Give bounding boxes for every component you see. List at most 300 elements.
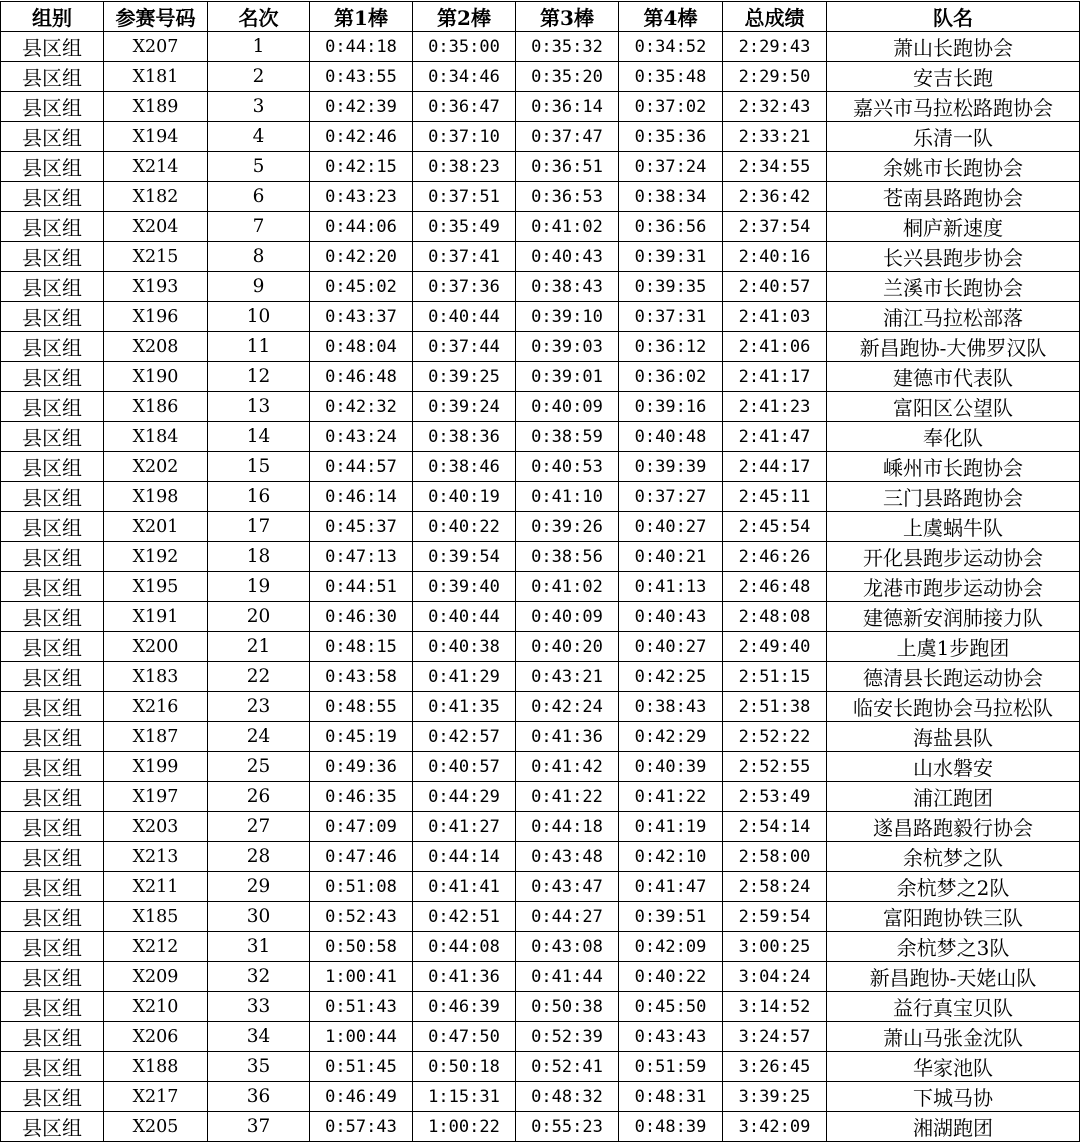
leg-3-cell: 0:41:10 [516,482,619,512]
leg-4-cell: 0:34:52 [619,32,723,62]
group-cell: 县区组 [1,32,104,62]
group-cell: 县区组 [1,452,104,482]
table-row [1,662,1080,692]
total-cell: 2:51:38 [723,692,827,722]
table-row [1,1112,1080,1142]
leg-3-cell: 0:38:59 [516,422,619,452]
total-cell: 3:26:45 [723,1052,827,1082]
rank-cell: 3 [208,92,310,122]
total-cell: 2:54:14 [723,812,827,842]
leg-4-cell: 0:37:02 [619,92,723,122]
bib-cell: X188 [104,1052,208,1082]
leg-2-cell: 0:41:35 [413,692,516,722]
group-cell: 县区组 [1,1022,104,1052]
leg-2-cell: 0:40:57 [413,752,516,782]
total-cell: 2:41:47 [723,422,827,452]
leg-2-cell: 0:44:29 [413,782,516,812]
total-cell: 2:37:54 [723,212,827,242]
group-cell: 县区组 [1,992,104,1022]
bib-cell: X195 [104,572,208,602]
leg-4-cell: 0:40:43 [619,602,723,632]
leg-4-cell: 0:40:21 [619,542,723,572]
table-row [1,692,1080,722]
total-cell: 2:52:55 [723,752,827,782]
team-cell: 浦江马拉松部落 [827,302,1080,332]
team-cell: 奉化队 [827,422,1080,452]
leg-2-cell: 0:42:51 [413,902,516,932]
leg-1-cell: 0:50:58 [310,932,413,962]
group-cell: 县区组 [1,962,104,992]
leg-1-cell: 0:46:35 [310,782,413,812]
bib-cell: X212 [104,932,208,962]
table-row [1,842,1080,872]
leg-1-cell: 0:43:58 [310,662,413,692]
header-leg-4: 第4棒 [619,2,723,32]
team-cell: 新昌跑协-天姥山队 [827,962,1080,992]
bib-cell: X209 [104,962,208,992]
leg-2-cell: 0:37:36 [413,272,516,302]
leg-3-cell: 0:40:53 [516,452,619,482]
team-cell: 新昌跑协-大佛罗汉队 [827,332,1080,362]
rank-cell: 4 [208,122,310,152]
leg-1-cell: 0:45:37 [310,512,413,542]
team-cell: 余杭梦之3队 [827,932,1080,962]
group-cell: 县区组 [1,872,104,902]
bib-cell: X199 [104,752,208,782]
team-cell: 益行真宝贝队 [827,992,1080,1022]
leg-3-cell: 0:40:20 [516,632,619,662]
total-cell: 3:00:25 [723,932,827,962]
bib-cell: X205 [104,1112,208,1142]
team-cell: 龙港市跑步运动协会 [827,572,1080,602]
rank-cell: 31 [208,932,310,962]
rank-cell: 19 [208,572,310,602]
group-cell: 县区组 [1,512,104,542]
rank-cell: 34 [208,1022,310,1052]
total-cell: 2:51:15 [723,662,827,692]
table-row [1,332,1080,362]
leg-2-cell: 0:41:36 [413,962,516,992]
group-cell: 县区组 [1,542,104,572]
leg-1-cell: 0:45:02 [310,272,413,302]
bib-cell: X181 [104,62,208,92]
table-row [1,1082,1080,1112]
leg-2-cell: 0:38:23 [413,152,516,182]
team-cell: 建德新安润肺接力队 [827,602,1080,632]
table-row [1,242,1080,272]
bib-cell: X213 [104,842,208,872]
table-row [1,272,1080,302]
total-cell: 2:58:24 [723,872,827,902]
leg-1-cell: 0:48:15 [310,632,413,662]
leg-4-cell: 0:40:48 [619,422,723,452]
leg-3-cell: 0:35:20 [516,62,619,92]
team-cell: 浦江跑团 [827,782,1080,812]
total-cell: 2:41:17 [723,362,827,392]
leg-1-cell: 0:49:36 [310,752,413,782]
leg-3-cell: 0:36:14 [516,92,619,122]
leg-3-cell: 0:40:09 [516,602,619,632]
group-cell: 县区组 [1,392,104,422]
team-cell: 开化县跑步运动协会 [827,542,1080,572]
total-cell: 3:04:24 [723,962,827,992]
leg-3-cell: 0:50:38 [516,992,619,1022]
team-cell: 余姚市长跑协会 [827,152,1080,182]
bib-cell: X186 [104,392,208,422]
leg-2-cell: 0:39:24 [413,392,516,422]
team-cell: 嘉兴市马拉松路跑协会 [827,92,1080,122]
table-row [1,782,1080,812]
leg-3-cell: 0:55:23 [516,1112,619,1142]
group-cell: 县区组 [1,92,104,122]
leg-4-cell: 0:51:59 [619,1052,723,1082]
leg-2-cell: 0:37:10 [413,122,516,152]
total-cell: 2:48:08 [723,602,827,632]
group-cell: 县区组 [1,422,104,452]
total-cell: 2:36:42 [723,182,827,212]
rank-cell: 27 [208,812,310,842]
leg-4-cell: 0:37:24 [619,152,723,182]
leg-3-cell: 0:37:47 [516,122,619,152]
total-cell: 3:14:52 [723,992,827,1022]
bib-cell: X190 [104,362,208,392]
header-total: 总成绩 [723,2,827,32]
header-bib: 参赛号码 [104,2,208,32]
leg-2-cell: 1:00:22 [413,1112,516,1142]
team-cell: 嵊州市长跑协会 [827,452,1080,482]
leg-2-cell: 0:39:25 [413,362,516,392]
table-row [1,1052,1080,1082]
leg-1-cell: 0:42:20 [310,242,413,272]
group-cell: 县区组 [1,62,104,92]
leg-4-cell: 0:38:43 [619,692,723,722]
table-row [1,872,1080,902]
rank-cell: 5 [208,152,310,182]
group-cell: 县区组 [1,182,104,212]
table-row [1,752,1080,782]
leg-4-cell: 0:39:35 [619,272,723,302]
leg-1-cell: 0:42:32 [310,392,413,422]
leg-3-cell: 0:41:02 [516,212,619,242]
bib-cell: X184 [104,422,208,452]
team-cell: 山水磐安 [827,752,1080,782]
leg-2-cell: 0:40:38 [413,632,516,662]
rank-cell: 22 [208,662,310,692]
leg-1-cell: 0:48:04 [310,332,413,362]
rank-cell: 37 [208,1112,310,1142]
leg-3-cell: 0:39:10 [516,302,619,332]
leg-1-cell: 0:45:19 [310,722,413,752]
table-row [1,212,1080,242]
leg-2-cell: 0:34:46 [413,62,516,92]
leg-4-cell: 0:36:12 [619,332,723,362]
leg-1-cell: 0:42:39 [310,92,413,122]
group-cell: 县区组 [1,662,104,692]
total-cell: 2:52:22 [723,722,827,752]
leg-1-cell: 0:46:14 [310,482,413,512]
leg-1-cell: 1:00:44 [310,1022,413,1052]
leg-2-cell: 0:40:44 [413,602,516,632]
bib-cell: X208 [104,332,208,362]
table-row [1,482,1080,512]
table-body [1,32,1080,1142]
leg-3-cell: 0:41:36 [516,722,619,752]
bib-cell: X203 [104,812,208,842]
group-cell: 县区组 [1,152,104,182]
leg-4-cell: 0:39:51 [619,902,723,932]
header-group: 组别 [1,2,104,32]
leg-2-cell: 0:44:14 [413,842,516,872]
rank-cell: 28 [208,842,310,872]
total-cell: 2:41:06 [723,332,827,362]
total-cell: 2:33:21 [723,122,827,152]
leg-1-cell: 0:46:48 [310,362,413,392]
total-cell: 2:45:54 [723,512,827,542]
leg-3-cell: 0:41:22 [516,782,619,812]
leg-2-cell: 0:41:41 [413,872,516,902]
leg-1-cell: 0:44:57 [310,452,413,482]
total-cell: 2:29:43 [723,32,827,62]
leg-3-cell: 0:41:42 [516,752,619,782]
leg-1-cell: 0:48:55 [310,692,413,722]
team-cell: 苍南县路跑协会 [827,182,1080,212]
leg-1-cell: 0:43:37 [310,302,413,332]
team-cell: 遂昌路跑毅行协会 [827,812,1080,842]
leg-4-cell: 0:42:25 [619,662,723,692]
leg-2-cell: 0:38:46 [413,452,516,482]
leg-3-cell: 0:43:08 [516,932,619,962]
leg-4-cell: 0:37:27 [619,482,723,512]
team-cell: 富阳区公望队 [827,392,1080,422]
group-cell: 县区组 [1,482,104,512]
leg-4-cell: 0:41:22 [619,782,723,812]
team-cell: 萧山马张金沈队 [827,1022,1080,1052]
bib-cell: X215 [104,242,208,272]
team-cell: 华家池队 [827,1052,1080,1082]
leg-2-cell: 0:37:41 [413,242,516,272]
leg-2-cell: 0:40:44 [413,302,516,332]
leg-3-cell: 0:41:44 [516,962,619,992]
group-cell: 县区组 [1,362,104,392]
leg-4-cell: 0:36:02 [619,362,723,392]
table-row [1,932,1080,962]
leg-4-cell: 0:43:43 [619,1022,723,1052]
team-cell: 临安长跑协会马拉松队 [827,692,1080,722]
leg-4-cell: 0:39:16 [619,392,723,422]
leg-2-cell: 0:37:51 [413,182,516,212]
leg-2-cell: 0:39:54 [413,542,516,572]
team-cell: 湘湖跑团 [827,1112,1080,1142]
table-row [1,392,1080,422]
rank-cell: 36 [208,1082,310,1112]
total-cell: 2:41:03 [723,302,827,332]
rank-cell: 30 [208,902,310,932]
leg-1-cell: 0:44:06 [310,212,413,242]
bib-cell: X202 [104,452,208,482]
bib-cell: X204 [104,212,208,242]
rank-cell: 10 [208,302,310,332]
team-cell: 长兴县跑步协会 [827,242,1080,272]
leg-1-cell: 0:47:13 [310,542,413,572]
rank-cell: 26 [208,782,310,812]
total-cell: 2:53:49 [723,782,827,812]
group-cell: 县区组 [1,122,104,152]
rank-cell: 7 [208,212,310,242]
leg-1-cell: 0:51:08 [310,872,413,902]
leg-2-cell: 0:38:36 [413,422,516,452]
leg-4-cell: 0:45:50 [619,992,723,1022]
rank-cell: 35 [208,1052,310,1082]
leg-4-cell: 0:41:19 [619,812,723,842]
table-row [1,992,1080,1022]
rank-cell: 25 [208,752,310,782]
leg-1-cell: 0:47:46 [310,842,413,872]
leg-1-cell: 0:44:18 [310,32,413,62]
total-cell: 2:29:50 [723,62,827,92]
leg-4-cell: 0:39:39 [619,452,723,482]
bib-cell: X207 [104,32,208,62]
group-cell: 县区组 [1,602,104,632]
leg-1-cell: 0:51:45 [310,1052,413,1082]
rank-cell: 8 [208,242,310,272]
table-row [1,362,1080,392]
rank-cell: 1 [208,32,310,62]
leg-3-cell: 0:38:56 [516,542,619,572]
table-row [1,962,1080,992]
table-row [1,512,1080,542]
group-cell: 县区组 [1,212,104,242]
header-team: 队名 [827,2,1080,32]
bib-cell: X187 [104,722,208,752]
rank-cell: 21 [208,632,310,662]
table-row [1,182,1080,212]
table-row [1,602,1080,632]
group-cell: 县区组 [1,632,104,662]
bib-cell: X193 [104,272,208,302]
leg-4-cell: 0:48:31 [619,1082,723,1112]
total-cell: 3:39:25 [723,1082,827,1112]
group-cell: 县区组 [1,242,104,272]
leg-1-cell: 0:42:46 [310,122,413,152]
group-cell: 县区组 [1,932,104,962]
bib-cell: X214 [104,152,208,182]
team-cell: 上虞蜗牛队 [827,512,1080,542]
team-cell: 余杭梦之2队 [827,872,1080,902]
rank-cell: 18 [208,542,310,572]
leg-1-cell: 0:43:23 [310,182,413,212]
bib-cell: X192 [104,542,208,572]
group-cell: 县区组 [1,752,104,782]
leg-2-cell: 0:41:27 [413,812,516,842]
bib-cell: X194 [104,122,208,152]
team-cell: 下城马协 [827,1082,1080,1112]
total-cell: 2:46:48 [723,572,827,602]
bib-cell: X216 [104,692,208,722]
team-cell: 富阳跑协铁三队 [827,902,1080,932]
leg-3-cell: 0:43:48 [516,842,619,872]
leg-2-cell: 0:39:40 [413,572,516,602]
table-row [1,812,1080,842]
leg-2-cell: 0:37:44 [413,332,516,362]
leg-3-cell: 0:40:43 [516,242,619,272]
bib-cell: X197 [104,782,208,812]
total-cell: 2:40:57 [723,272,827,302]
bib-cell: X206 [104,1022,208,1052]
total-cell: 3:42:09 [723,1112,827,1142]
table-row [1,92,1080,122]
leg-4-cell: 0:39:31 [619,242,723,272]
bib-cell: X211 [104,872,208,902]
rank-cell: 13 [208,392,310,422]
bib-cell: X185 [104,902,208,932]
total-cell: 2:46:26 [723,542,827,572]
team-cell: 上虞1步跑团 [827,632,1080,662]
leg-2-cell: 0:35:49 [413,212,516,242]
team-cell: 三门县路跑协会 [827,482,1080,512]
leg-2-cell: 0:42:57 [413,722,516,752]
team-cell: 桐庐新速度 [827,212,1080,242]
table-row [1,452,1080,482]
leg-3-cell: 0:43:47 [516,872,619,902]
rank-cell: 33 [208,992,310,1022]
rank-cell: 32 [208,962,310,992]
bib-cell: X200 [104,632,208,662]
leg-1-cell: 0:52:43 [310,902,413,932]
team-cell: 海盐县队 [827,722,1080,752]
header-leg-2: 第2棒 [413,2,516,32]
leg-3-cell: 0:42:24 [516,692,619,722]
table-row [1,62,1080,92]
header-leg-3: 第3棒 [516,2,619,32]
leg-3-cell: 0:44:18 [516,812,619,842]
leg-2-cell: 1:15:31 [413,1082,516,1112]
leg-4-cell: 0:40:22 [619,962,723,992]
group-cell: 县区组 [1,572,104,602]
bib-cell: X183 [104,662,208,692]
header-row [1,2,1080,32]
team-cell: 乐清一队 [827,122,1080,152]
leg-4-cell: 0:42:10 [619,842,723,872]
rank-cell: 12 [208,362,310,392]
group-cell: 县区组 [1,842,104,872]
header-rank: 名次 [208,2,310,32]
leg-2-cell: 0:41:29 [413,662,516,692]
leg-4-cell: 0:37:31 [619,302,723,332]
leg-3-cell: 0:52:41 [516,1052,619,1082]
leg-1-cell: 0:46:30 [310,602,413,632]
table-row [1,302,1080,332]
leg-3-cell: 0:36:51 [516,152,619,182]
table-row [1,152,1080,182]
total-cell: 2:34:55 [723,152,827,182]
rank-cell: 17 [208,512,310,542]
bib-cell: X217 [104,1082,208,1112]
group-cell: 县区组 [1,272,104,302]
leg-3-cell: 0:41:02 [516,572,619,602]
group-cell: 县区组 [1,1082,104,1112]
leg-4-cell: 0:38:34 [619,182,723,212]
rank-cell: 6 [208,182,310,212]
group-cell: 县区组 [1,1112,104,1142]
table-row [1,902,1080,932]
group-cell: 县区组 [1,722,104,752]
bib-cell: X210 [104,992,208,1022]
total-cell: 2:45:11 [723,482,827,512]
table-row [1,722,1080,752]
leg-1-cell: 0:57:43 [310,1112,413,1142]
leg-4-cell: 0:35:36 [619,122,723,152]
leg-4-cell: 0:48:39 [619,1112,723,1142]
